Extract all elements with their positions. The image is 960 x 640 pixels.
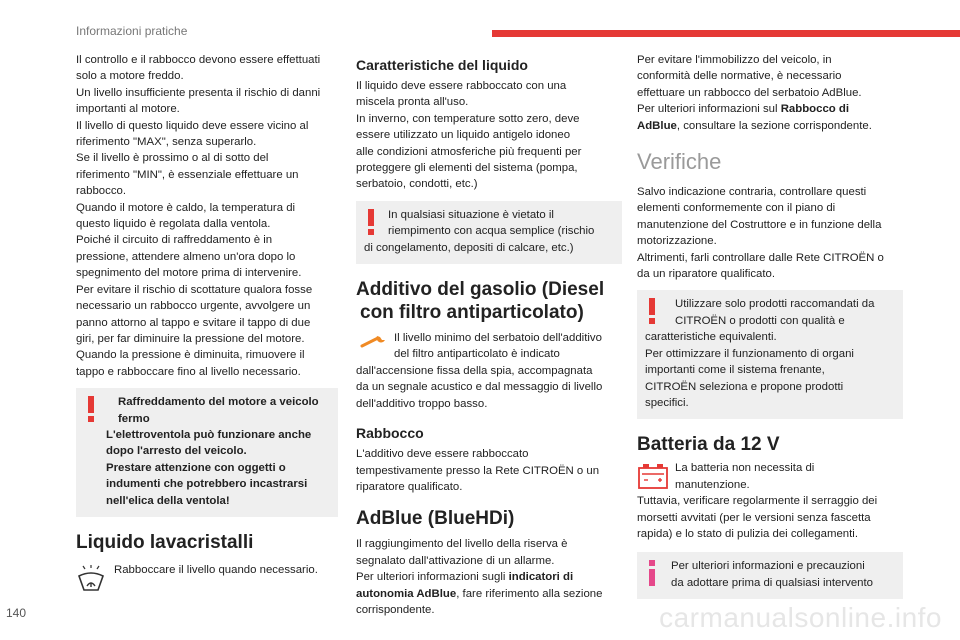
column-1 — [76, 52, 338, 578]
topup-paragraph: L'additivo deve essere rabboccato tempestivamente presso la Rete CITROËN o un riparatore qualificato. — [356, 448, 600, 493]
washer-text: Rabboccare il livello quando necessario. — [114, 563, 318, 576]
checks-heading: Verifiche — [637, 149, 722, 175]
battery-paragraph: La batteria non necessita di manutenzione. Tuttavia, verificare regolarmente il serraggio dei morsetti avvitati (per le versioni senza fascetta rapida) e lo stato di pulizia dei collegamenti. — [637, 462, 878, 540]
warning-icon — [364, 209, 378, 235]
battery-info-box: Per ulteriori informazioni e precauzioni da adottare prima di qualsiasi intervento — [637, 552, 903, 599]
warning-icon — [645, 298, 659, 324]
adblue-continued-paragraph: Per evitare l'immobilizzo del veicolo, in conformità delle normative, è necessario effettuare un rabbocco del serbatoio AdBlue. Per ulteriori informazioni sul Rabbocco di AdBlue, consultare la sezione corrispondente. — [637, 54, 872, 132]
washer-row — [76, 562, 338, 578]
liquid-characteristics-heading: Caratteristiche del liquido — [356, 57, 528, 73]
liquid-paragraph: Il liquido deve essere rabboccato con una miscela pronta all'uso. In inverno, con temperature sotto zero, deve essere utilizzato un liquido antigelo idoneo alle condizioni atmosferiche più frequenti per proteggere gli elementi del sistema (pompa, serbatoio, condotti, etc.) — [356, 80, 582, 191]
battery-heading: Batteria da 12 V — [637, 434, 780, 456]
section-title: Informazioni pratiche — [76, 24, 188, 38]
topup-heading: Rabbocco — [356, 425, 424, 442]
checks-warning-box: Utilizzare solo prodotti raccomandati da CITROËN o prodotti con qualità e caratteristiche equivalenti. Per ottimizzare il funzionamento di organi importanti come il sistema frenante, CITROËN seleziona e propone prodotti specifici. — [637, 290, 903, 419]
page-number: 140 — [6, 606, 27, 620]
fan-warning-box: Raffreddamento del motore a veicolo fermo L'elettroventola può funzionare anche dopo l'arresto del veicolo. Prestare attenzione con oggetti o indumenti che potrebbero incastrarsi nell'elica della ventola! — [76, 388, 338, 517]
info-icon — [645, 560, 659, 586]
diesel-additive-paragraph: Il livello minimo del serbatoio dell'additivo del filtro antiparticolato è indicato dall'accensione fissa della spia, accompagnata da un segnale acustico e dal messaggio di livello dell'additivo troppo basso. — [356, 332, 603, 410]
header-accent-bar — [492, 30, 960, 37]
battery-icon — [637, 462, 669, 490]
washer-icon — [76, 564, 106, 592]
wrench-icon — [360, 334, 388, 348]
washer-heading: Liquido lavacristalli — [76, 531, 254, 553]
adblue-paragraph: Il raggiungimento del livello della riserva è segnalato dall'attivazione di un allarme. Per ulteriori informazioni sugli indicatori di autonomia AdBlue, fare riferimento alla sezione corrispondente. — [356, 538, 603, 616]
watermark: carmanualsonline.info — [659, 602, 942, 633]
checks-paragraph: Salvo indicazione contraria, controllare questi elementi conformemente con il piano di manutenzione del Costruttore e in funzione della motorizzazione. Altrimenti, farli controllare dalle Rete CITROËN o da un riparatore qualificato. — [637, 186, 884, 281]
column-2 — [356, 52, 622, 618]
adblue-heading: AdBlue (BlueHDi) — [356, 508, 515, 530]
warning-icon — [84, 396, 98, 422]
liquid-warning-box: In qualsiasi situazione è vietato il riempimento con acqua semplice (rischio di congelamento, depositi di calcare, etc.) — [356, 201, 622, 264]
coolant-paragraph: Il controllo e il rabbocco devono essere effettuati solo a motore freddo. Un livello insufficiente presenta il rischio di danni importanti al motore. Il livello di questo liquido deve essere vicino al riferimento "MAX", senza superarlo. Se il livello è prossimo o al di sotto del riferimento "MIN", è essenziale effettuare un rabbocco. Quando il motore è caldo, la temperatura di questo liquido è regolata dalla ventola. Poiché il circuito di raffreddamento è in pressione, attendere almeno un'ora dopo lo spegnimento del motore prima di intervenire. Per evitare il rischio di scottature qualora fosse necessario un rabbocco urgente, avvolgere un panno attorno al tappo e svitare il tappo di due giri, per far diminuire la pressione del motore. Quando la pressione è diminuita, rimuovere il tappo e rabboccare fino al livello necessario. — [76, 54, 321, 378]
diesel-additive-heading: Additivo del gasolio (Diesel con filtro antiparticolato) — [356, 279, 605, 324]
column-3 — [637, 52, 903, 599]
